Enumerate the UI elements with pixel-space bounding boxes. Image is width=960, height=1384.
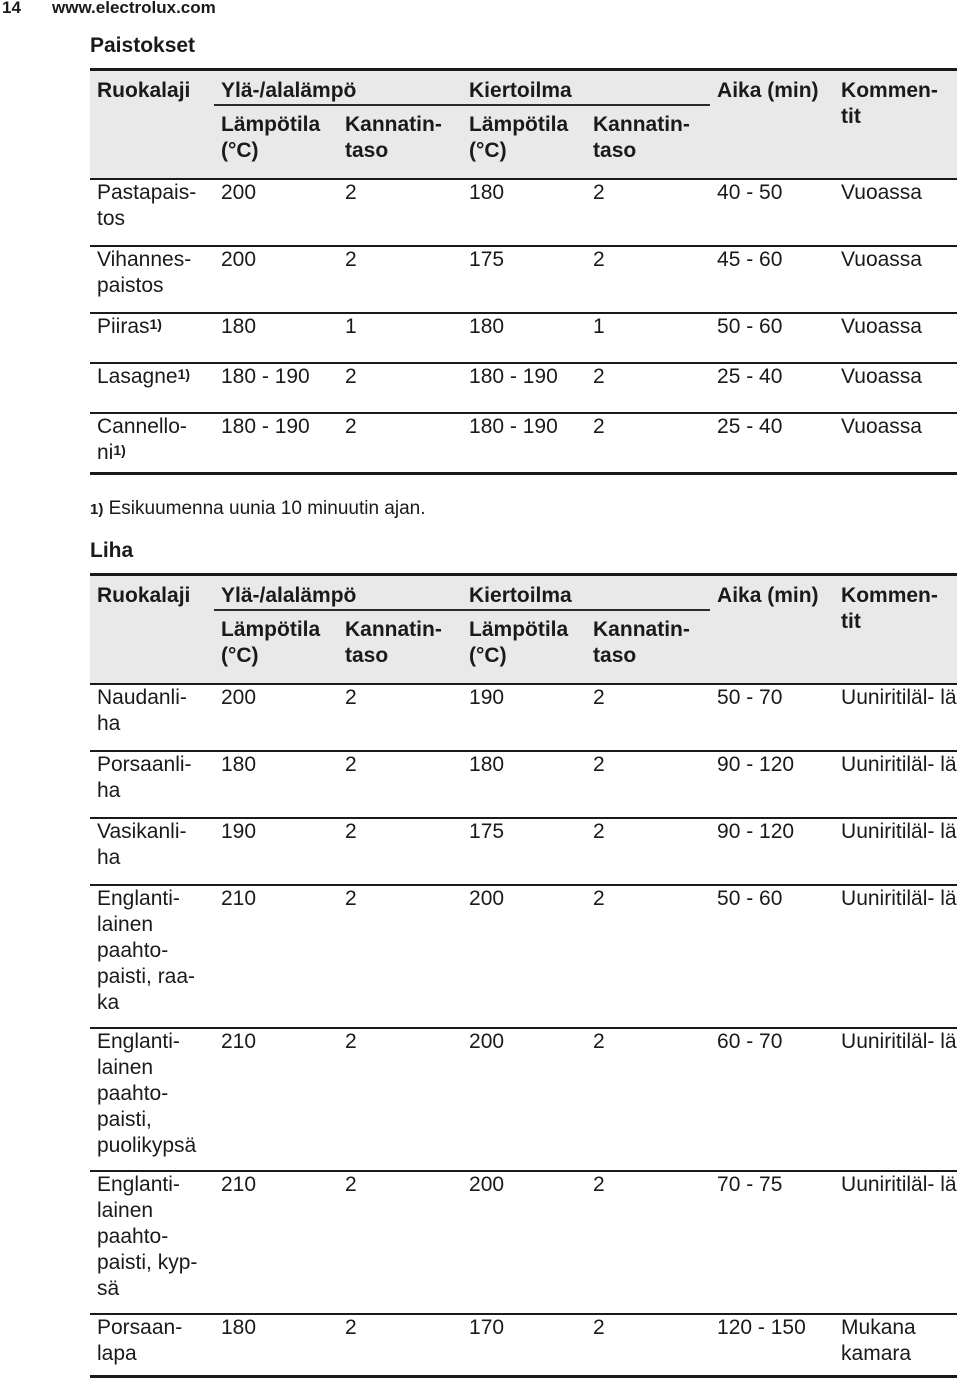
time-cell	[710, 246, 834, 313]
time-cell	[710, 751, 834, 818]
table-row	[90, 1028, 957, 1171]
footnote-text: Esikuumenna uunia 10 minuutin ajan.	[108, 498, 426, 519]
top-bottom-temp	[214, 1171, 338, 1314]
food-name	[90, 1171, 214, 1314]
fan-temp	[462, 684, 586, 751]
top-bottom-temp	[214, 246, 338, 313]
table-row	[90, 1171, 957, 1314]
fan-shelf-text: 2	[593, 181, 605, 204]
table-row	[90, 246, 957, 313]
top-bottom-temp	[214, 751, 338, 818]
fan-shelf-text: 2	[593, 248, 605, 271]
time-cell	[710, 684, 834, 751]
top-bottom-shelf-text: 1	[345, 315, 357, 338]
time-cell-text: 25 - 40	[717, 365, 783, 388]
fan-shelf	[586, 1314, 710, 1376]
fan-shelf-text: 2	[593, 820, 605, 843]
paistokset-table	[90, 68, 957, 475]
table-row	[90, 818, 957, 885]
time-cell	[710, 818, 834, 885]
food-name-text: Porsaanli- ha	[97, 753, 192, 802]
fan-temp-text: 175	[469, 820, 505, 843]
header-comment: Kommen- tit	[841, 79, 938, 128]
fan-shelf-text: 2	[593, 1173, 605, 1196]
food-name-text: Vasikanli- ha	[97, 820, 187, 869]
time-cell-text: 50 - 60	[717, 315, 783, 338]
top-bottom-temp	[214, 885, 338, 1028]
food-name	[90, 684, 214, 751]
fan-temp	[462, 885, 586, 1028]
time-cell-text: 45 - 60	[717, 248, 783, 271]
food-name	[90, 751, 214, 818]
comment-cell	[834, 246, 957, 313]
fan-temp-text: 200	[469, 1030, 505, 1053]
time-cell-text: 25 - 40	[717, 415, 783, 438]
top-bottom-temp	[214, 684, 338, 751]
table-row	[90, 751, 957, 818]
header-fan: Kiertoilma	[469, 584, 572, 607]
header-shelf: Kannatin- taso	[338, 105, 462, 179]
food-name	[90, 179, 214, 246]
top-bottom-temp	[214, 313, 338, 363]
comment-cell	[834, 684, 957, 751]
header-top-bottom-heat: Ylä-/alalämpö	[221, 584, 357, 607]
food-name	[90, 363, 214, 413]
fan-shelf-text: 2	[593, 415, 605, 438]
fan-temp	[462, 246, 586, 313]
comment-cell	[834, 1171, 957, 1314]
time-cell	[710, 363, 834, 413]
fan-shelf	[586, 1028, 710, 1171]
table-row	[90, 684, 957, 751]
website-url: www.electrolux.com	[52, 0, 216, 17]
comment-cell-text: Uuniritiläl- lä	[841, 1030, 957, 1053]
comment-cell	[834, 363, 957, 413]
fan-temp	[462, 1314, 586, 1376]
top-bottom-shelf-text: 2	[345, 415, 357, 438]
header-temp: Lämpötila (°C)	[214, 610, 338, 684]
fan-temp	[462, 1028, 586, 1171]
time-cell-text: 60 - 70	[717, 1030, 783, 1053]
food-name-text: Pastapais- tos	[97, 181, 197, 230]
food-name	[90, 246, 214, 313]
footnote-reference: 1)	[177, 366, 191, 382]
time-cell	[710, 885, 834, 1028]
fan-temp	[462, 179, 586, 246]
top-bottom-shelf	[338, 751, 462, 818]
section-title-liha: Liha	[90, 539, 134, 562]
fan-temp-text: 200	[469, 887, 505, 910]
fan-temp-text: 180 - 190	[469, 365, 558, 388]
section-title-paistokset: Paistokset	[90, 34, 196, 57]
footnote-mark: 1)	[90, 501, 104, 518]
top-bottom-temp-text: 210	[221, 887, 257, 910]
food-name-text: Englanti- lainen paahto- paisti, kyp- sä	[97, 1173, 198, 1300]
food-name-text: Naudanli- ha	[97, 686, 187, 735]
top-bottom-temp-text: 210	[221, 1173, 257, 1196]
food-name-text: Cannello- ni	[97, 415, 187, 464]
time-cell	[710, 313, 834, 363]
fan-temp	[462, 413, 586, 473]
top-bottom-shelf-text: 2	[345, 887, 357, 910]
comment-cell-text: Uuniritiläl- lä	[841, 753, 957, 776]
fan-shelf	[586, 1171, 710, 1314]
fan-shelf	[586, 818, 710, 885]
top-bottom-shelf	[338, 818, 462, 885]
table-header	[90, 575, 957, 685]
fan-temp	[462, 363, 586, 413]
comment-cell-text: Vuoassa	[841, 248, 922, 271]
comment-cell-text: Vuoassa	[841, 181, 922, 204]
comment-cell-text: Uuniritiläl- lä	[841, 686, 957, 709]
time-cell	[710, 1171, 834, 1314]
comment-cell	[834, 313, 957, 363]
top-bottom-temp-text: 180	[221, 315, 257, 338]
time-cell-text: 50 - 60	[717, 887, 783, 910]
top-bottom-temp	[214, 1028, 338, 1171]
fan-temp-text: 180	[469, 181, 505, 204]
header-shelf: Kannatin- taso	[586, 105, 710, 179]
top-bottom-shelf-text: 2	[345, 753, 357, 776]
fan-temp-text: 180	[469, 753, 505, 776]
time-cell	[710, 1314, 834, 1376]
fan-temp-text: 180	[469, 315, 505, 338]
fan-temp-text: 175	[469, 248, 505, 271]
top-bottom-temp	[214, 818, 338, 885]
fan-shelf	[586, 684, 710, 751]
top-bottom-temp-text: 200	[221, 686, 257, 709]
top-bottom-shelf	[338, 1171, 462, 1314]
comment-cell	[834, 818, 957, 885]
header-shelf: Kannatin- taso	[338, 610, 462, 684]
footnote-reference: 1)	[113, 442, 126, 458]
fan-shelf	[586, 246, 710, 313]
top-bottom-shelf	[338, 1028, 462, 1171]
time-cell	[710, 1028, 834, 1171]
top-bottom-shelf	[338, 363, 462, 413]
food-name-text: Vihannes- paistos	[97, 248, 192, 297]
comment-cell	[834, 413, 957, 473]
top-bottom-shelf-text: 2	[345, 820, 357, 843]
top-bottom-shelf	[338, 313, 462, 363]
fan-shelf-text: 2	[593, 1030, 605, 1053]
top-bottom-shelf	[338, 885, 462, 1028]
fan-shelf	[586, 413, 710, 473]
food-name-text: Porsaan- lapa	[97, 1316, 183, 1365]
comment-cell-text: Vuoassa	[841, 415, 922, 438]
header-comment: Kommen- tit	[841, 584, 938, 633]
food-name	[90, 1314, 214, 1376]
top-bottom-temp-text: 180 - 190	[221, 365, 310, 388]
food-name	[90, 1028, 214, 1171]
top-bottom-shelf	[338, 246, 462, 313]
top-bottom-temp-text: 210	[221, 1030, 257, 1053]
top-bottom-temp	[214, 179, 338, 246]
food-name	[90, 313, 214, 363]
top-bottom-temp	[214, 363, 338, 413]
fan-temp-text: 180 - 190	[469, 415, 558, 438]
top-bottom-shelf-text: 2	[345, 181, 357, 204]
comment-cell	[834, 1314, 957, 1376]
food-name	[90, 818, 214, 885]
top-bottom-temp-text: 180 - 190	[221, 415, 310, 438]
header-temp: Lämpötila (°C)	[214, 105, 338, 179]
comment-cell-text: Vuoassa	[841, 365, 922, 388]
comment-cell	[834, 1028, 957, 1171]
header-shelf: Kannatin- taso	[586, 610, 710, 684]
time-cell-text: 90 - 120	[717, 820, 795, 843]
fan-temp	[462, 313, 586, 363]
fan-temp	[462, 1171, 586, 1314]
top-bottom-shelf-text: 2	[345, 1316, 357, 1339]
time-cell	[710, 179, 834, 246]
top-bottom-shelf-text: 2	[345, 365, 357, 388]
top-bottom-shelf	[338, 684, 462, 751]
page-number: 14	[2, 0, 21, 17]
fan-temp-text: 190	[469, 686, 505, 709]
header-food: Ruokalaji	[97, 584, 191, 607]
food-name-text: Englanti- lainen paahto- paisti, raa- ka	[97, 887, 196, 1014]
header-temp: Lämpötila (°C)	[462, 105, 586, 179]
top-bottom-shelf-text: 2	[345, 1030, 357, 1053]
comment-cell-text: Uuniritiläl- lä	[841, 1173, 957, 1196]
fan-shelf-text: 2	[593, 887, 605, 910]
top-bottom-temp-text: 190	[221, 820, 257, 843]
fan-shelf	[586, 751, 710, 818]
table-row	[90, 1314, 957, 1376]
comment-cell-text: Vuoassa	[841, 315, 922, 338]
food-name-text: Lasagne	[97, 365, 178, 388]
footnote	[90, 498, 426, 520]
top-bottom-shelf-text: 2	[345, 1173, 357, 1196]
time-cell	[710, 413, 834, 473]
fan-shelf-text: 2	[593, 686, 605, 709]
fan-shelf-text: 2	[593, 365, 605, 388]
top-bottom-shelf-text: 2	[345, 248, 357, 271]
top-bottom-temp-text: 200	[221, 181, 257, 204]
food-name-text: Englanti- lainen paahto- paisti, puolikypsä	[97, 1030, 197, 1157]
table-header	[90, 70, 957, 180]
table-row	[90, 313, 957, 363]
food-name	[90, 885, 214, 1028]
table-row	[90, 413, 957, 473]
comment-cell	[834, 179, 957, 246]
top-bottom-shelf	[338, 179, 462, 246]
comment-cell-text: Uuniritiläl- lä	[841, 887, 957, 910]
header-top-bottom-heat: Ylä-/alalämpö	[221, 79, 357, 102]
header-time: Aika (min)	[717, 79, 819, 102]
food-name	[90, 413, 214, 473]
header-fan: Kiertoilma	[469, 79, 572, 102]
time-cell-text: 40 - 50	[717, 181, 783, 204]
comment-cell-text: Uuniritiläl- lä	[841, 820, 957, 843]
footnote-reference: 1)	[149, 316, 162, 332]
top-bottom-shelf	[338, 413, 462, 473]
food-name-text: Piiras	[97, 315, 150, 338]
time-cell-text: 50 - 70	[717, 686, 783, 709]
top-bottom-temp-text: 180	[221, 753, 257, 776]
fan-temp	[462, 818, 586, 885]
top-bottom-shelf-text: 2	[345, 686, 357, 709]
header-food: Ruokalaji	[97, 79, 191, 102]
top-bottom-temp	[214, 1314, 338, 1376]
top-bottom-shelf	[338, 1314, 462, 1376]
time-cell-text: 120 - 150	[717, 1316, 806, 1339]
fan-shelf	[586, 885, 710, 1028]
fan-shelf	[586, 179, 710, 246]
fan-temp	[462, 751, 586, 818]
comment-cell	[834, 885, 957, 1028]
time-cell-text: 90 - 120	[717, 753, 795, 776]
header-time: Aika (min)	[717, 584, 819, 607]
table-row	[90, 885, 957, 1028]
fan-temp-text: 170	[469, 1316, 505, 1339]
top-bottom-temp-text: 180	[221, 1316, 257, 1339]
comment-cell-text: Mukana kamara	[841, 1316, 916, 1365]
fan-shelf-text: 2	[593, 1316, 605, 1339]
time-cell-text: 70 - 75	[717, 1173, 783, 1196]
fan-shelf	[586, 313, 710, 363]
fan-shelf-text: 1	[593, 315, 605, 338]
comment-cell	[834, 751, 957, 818]
liha-table	[90, 573, 957, 1378]
fan-shelf	[586, 363, 710, 413]
fan-temp-text: 200	[469, 1173, 505, 1196]
table-row	[90, 363, 957, 413]
top-bottom-temp-text: 200	[221, 248, 257, 271]
table-row	[90, 179, 957, 246]
fan-shelf-text: 2	[593, 753, 605, 776]
header-temp: Lämpötila (°C)	[462, 610, 586, 684]
top-bottom-temp	[214, 413, 338, 473]
